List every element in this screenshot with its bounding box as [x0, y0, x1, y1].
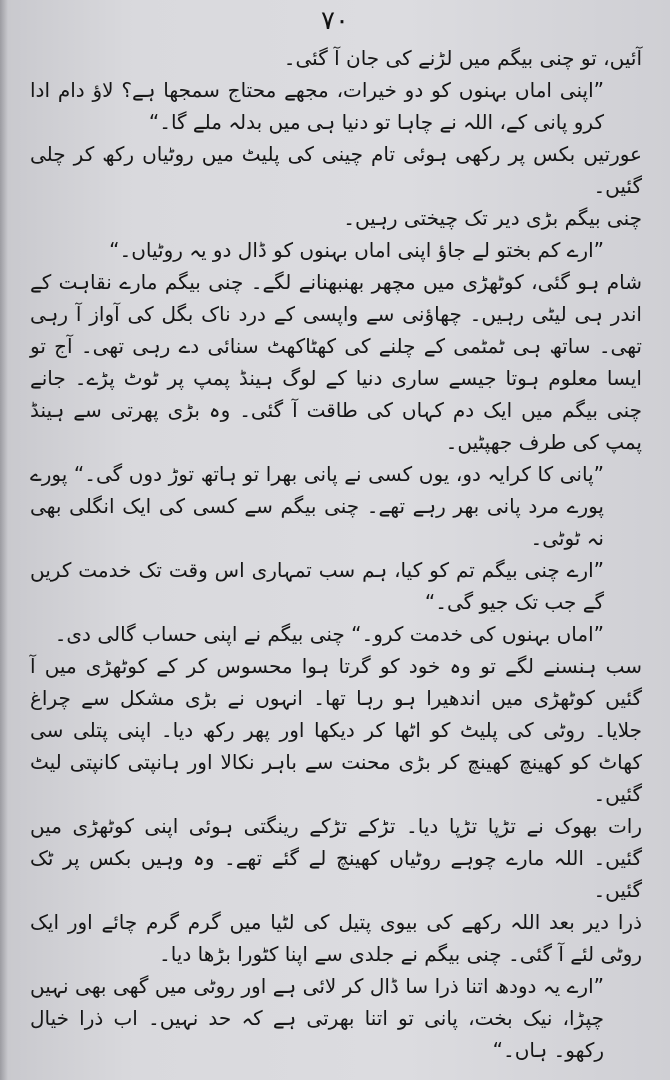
paragraph: عورتیں بکس پر رکھی ہوئی تام چینی کی پلیٹ میں روٹیاں رکھ کر چلی گئیں۔	[30, 142, 642, 198]
binding-shadow	[0, 0, 8, 1080]
paragraph: سب ہنسنے لگے تو وہ خود کو گرتا ہوا محسوس کر کے کوٹھڑی میں آ گئیں کوٹھڑی میں اندھیرا ہو رہا تھا۔ انہوں نے بڑی مشکل سے چراغ جلایا۔ روٹی کی پلیٹ کو اٹھا کر دیکھا اور پھر رکھ دیا۔ اپنی پتلی سی کھاٹ کو کھینچ کھینچ کر بڑی محنت سے باہر نکالا اور ہانپتی کانپتی لیٹ گئیں۔	[30, 654, 642, 806]
paragraph: چنی بیگم بڑی دیر تک چیختی رہیں۔	[343, 206, 642, 230]
paragraph: ”اماں بہنوں کی خدمت کرو۔“ چنی بیگم نے اپنی حساب گالی دی۔	[54, 622, 604, 646]
page-number: ۷۰	[321, 6, 349, 36]
paragraph: ”ارے کم بختو لے جاؤ اپنی اماں بہنوں کو ڈال دو یہ روٹیاں۔“	[109, 238, 604, 262]
paragraph: ذرا دیر بعد اللہ رکھے کی بیوی پتیل کی لٹیا میں گرم گرم چائے اور ایک روٹی لئے آ گئی۔ چنی بیگم نے جلدی سے اپنا کٹورا بڑھا دیا۔	[30, 910, 642, 966]
paragraph: شام ہو گئی، کوٹھڑی میں مچھر بھنبھنانے لگے۔ چنی بیگم مارے نقاہت کے اندر ہی لیٹی رہیں۔ چھاؤنی سے واپسی کے درد ناک بگل کی آواز آ رہی تھی۔ ساتھ ہی ٹمٹمی کے چلنے کی کھٹاکھٹ سنائی دے رہی تھی۔ آج تو ایسا معلوم ہوتا جیسے ساری دنیا کے لوگ ہینڈ پمپ پر ٹوٹ پڑے۔ جانے چنی بیگم میں ایک دم کہاں کی طاقت آ گئی۔ وہ بڑی پھرتی سے ہینڈ پمپ کی طرف جھپٹیں۔	[30, 270, 642, 454]
body-text	[30, 42, 642, 1066]
paragraph: آئیں، تو چنی بیگم میں لڑنے کی جان آ گئی۔	[283, 46, 642, 70]
paragraph: رات بھوک نے تڑپا تڑپا دیا۔ تڑکے تڑکے رینگتی ہوئی اپنی کوٹھڑی میں گئیں۔ اللہ مارے چوہے روٹیاں کھینچ لے گئے تھے۔ وہ وہیں بکس پر ٹک گئیں۔	[30, 814, 642, 902]
paragraph: ”اپنی اماں بہنوں کو دو خیرات، مجھے محتاج سمجھا ہے؟ لاؤ دام ادا کرو پانی کے، اللہ نے چاہا تو دنیا ہی میں بدلہ ملے گا۔“	[30, 78, 604, 134]
paragraph: ”ارے چنی بیگم تم کو کیا، ہم سب تمہاری اس وقت تک خدمت کریں گے جب تک جیو گی۔“	[30, 558, 604, 614]
paragraph: ”پانی کا کرایہ دو، یوں کسی نے پانی بھرا تو ہاتھ توڑ دوں گی۔“ پورے پورے مرد پانی بھر رہے تھے۔ چنی بیگم سے کسی کی ایک انگلی بھی نہ ٹوٹی۔	[30, 462, 604, 550]
paragraph: ”ارے یہ دودھ اتنا ذرا سا ڈال کر لائی ہے اور روٹی میں گھی بھی نہیں چپڑا، نیک بخت، پانی تو اتنا بھرتی ہے کہ حد نہیں۔ اب ذرا خیال رکھو۔ ہاں۔“	[30, 974, 604, 1062]
